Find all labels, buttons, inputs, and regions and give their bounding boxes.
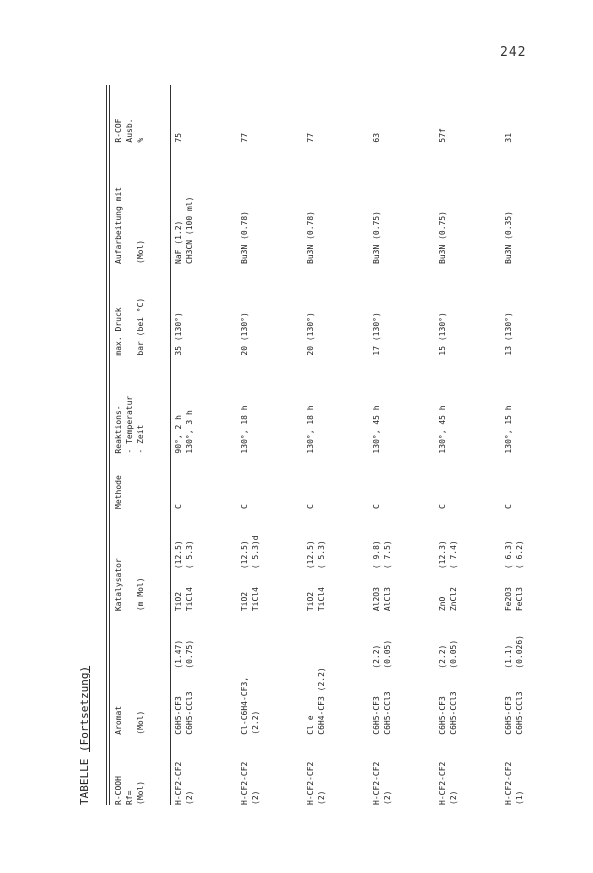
ausbeute-cell: 31	[504, 132, 513, 143]
ausbeute-cell: 63	[372, 132, 381, 143]
header-aromat: Aromat (Mol)	[114, 705, 145, 735]
table-row	[306, 85, 372, 805]
methode-cell: C	[372, 504, 381, 509]
reaktion-cell: 90°, 2 h 130°, 3 h	[174, 410, 194, 454]
header-katalysator: Katalysator (m Mol)	[114, 558, 145, 612]
druck-cell: 20 (130°)	[306, 312, 315, 356]
reaktion-cell: 130°, 45 h	[372, 405, 381, 454]
druck-cell: 20 (130°)	[240, 312, 249, 356]
druck-cell: 35 (130°)	[174, 312, 183, 356]
table-row	[372, 85, 438, 805]
aromat-cell: Cl e C6H4-CF3 (2.2)	[306, 667, 326, 735]
table-row	[504, 85, 570, 805]
table-body	[168, 85, 570, 805]
table-row	[168, 85, 240, 805]
table-row	[240, 85, 306, 805]
druck-cell: 17 (130°)	[372, 312, 381, 356]
header-aufarbeitung: Aufarbeitung mit (Mol)	[114, 186, 145, 264]
aromat-cell: C6H5-CF3(1.47) C6H5-CCl3(0.75)	[174, 639, 194, 735]
katalysator-cell: TiO2(12.5) TiCl4( 5.3)	[306, 540, 326, 612]
header-reaktion: Reaktions- - Temperatur - Zeit	[114, 395, 145, 454]
ausbeute-cell: 57f	[438, 128, 447, 143]
katalysator-cell: ZnO(12.3) ZnCl2( 7.4)	[438, 540, 458, 612]
rcooh-cell: H-CF2-CF2 (2)	[438, 761, 458, 805]
table-row	[438, 85, 504, 805]
aufarbeitung-cell: Bu3N (0.78)	[240, 211, 249, 264]
aufarbeitung-cell: Bu3N (0.35)	[504, 211, 513, 264]
aufarbeitung-cell: Bu3N (0.75)	[438, 211, 447, 264]
ausbeute-cell: 77	[240, 132, 249, 143]
table-caption	[78, 666, 91, 805]
aromat-cell: C6H5-CF3(2.2) C6H5-CCl3(0.05)	[372, 639, 392, 735]
reaktion-cell: 130°, 18 h	[240, 405, 249, 454]
druck-cell: 13 (130°)	[504, 312, 513, 356]
katalysator-cell: TiO2(12.5) TiCl4( 5.3)	[174, 540, 194, 612]
header-row	[114, 85, 168, 805]
aufarbeitung-cell: NaF (1.2) CH3CN (100 ml)	[174, 196, 194, 264]
header-ausbeute: R-COF Ausb. %	[114, 118, 145, 143]
ausbeute-cell: 77	[306, 132, 315, 143]
header-methode: Methode	[114, 475, 123, 509]
rcooh-cell: H-CF2-CF2 (1)	[504, 761, 524, 805]
katalysator-cell: Fe2O3( 6.3) FeCl3( 6.2)	[504, 540, 524, 612]
rcooh-cell: H-CF2-CF2 (2)	[372, 761, 392, 805]
caption-continuation: (Fortsetzung)	[78, 665, 91, 753]
header-druck: max. Druck bar (bei °C)	[114, 297, 145, 356]
reaktion-cell: 130°, 18 h	[306, 405, 315, 454]
katalysator-cell: TiO2(12.5) TiCl4( 5.3)d	[240, 535, 260, 612]
page-number: 242	[500, 45, 527, 60]
rcooh-cell: H-CF2-CF2 (2)	[174, 761, 194, 805]
druck-cell: 15 (130°)	[438, 312, 447, 356]
aromat-cell: Cl-C6H4-CF3, (2.2)	[240, 676, 260, 735]
methode-cell: C	[240, 504, 249, 509]
aromat-cell: C6H5-CF3(1.1) C6H5-CCl3(0.026)	[504, 635, 524, 735]
aromat-cell: C6H5-CF3(2.2) C6H5-CCl3(0.05)	[438, 639, 458, 735]
ausbeute-cell: 75	[174, 132, 183, 143]
methode-cell: C	[306, 504, 315, 509]
top-rule	[106, 85, 107, 805]
header-rcooh: R-COOH Rf= (Mol)	[114, 776, 145, 805]
top-rule-double	[109, 85, 110, 805]
data-table	[114, 85, 570, 805]
methode-cell: C	[174, 504, 183, 509]
reaktion-cell: 130°, 15 h	[504, 405, 513, 454]
aufarbeitung-cell: Bu3N (0.78)	[306, 211, 315, 264]
rotated-table	[78, 85, 578, 805]
aufarbeitung-cell: Bu3N (0.75)	[372, 211, 381, 264]
methode-cell: C	[504, 504, 513, 509]
rcooh-cell: H-CF2-CF2 (2)	[240, 761, 260, 805]
rcooh-cell: H-CF2-CF2 (2)	[306, 761, 326, 805]
katalysator-cell: Al2O3( 9.8) AlCl3( 7.5)	[372, 540, 392, 612]
caption-title: TABELLE	[78, 752, 91, 805]
methode-cell: C	[438, 504, 447, 509]
reaktion-cell: 130°, 45 h	[438, 405, 447, 454]
